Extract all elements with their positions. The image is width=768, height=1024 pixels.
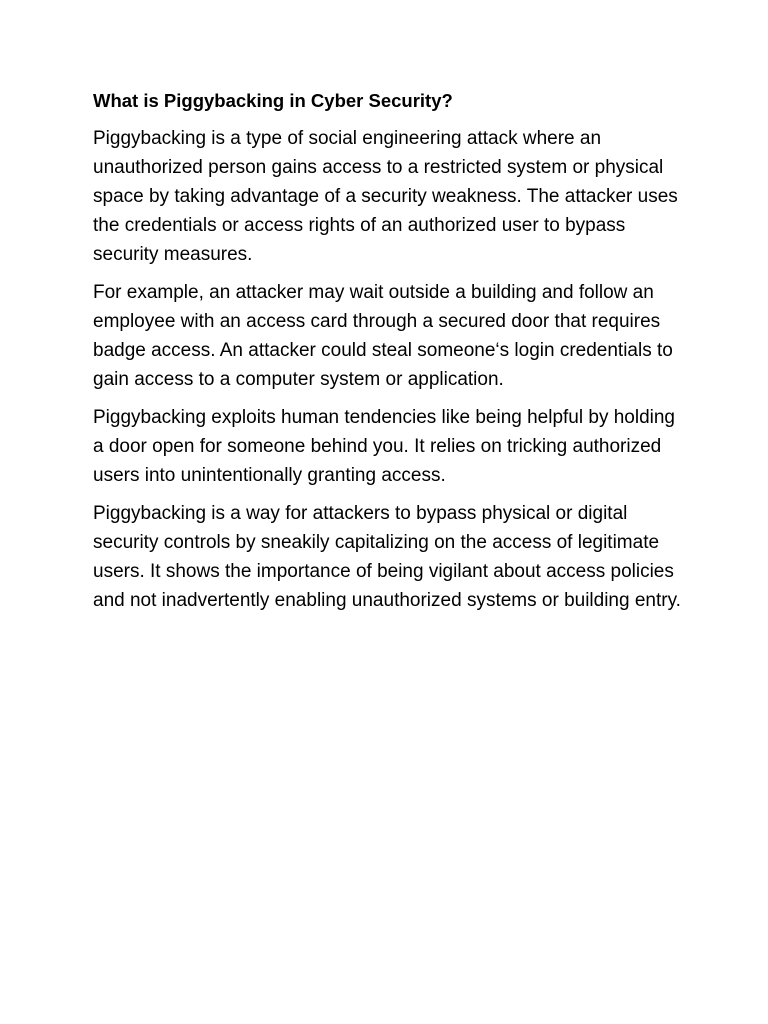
document-title: What is Piggybacking in Cyber Security? — [93, 90, 453, 111]
document-page — [93, 86, 683, 624]
paragraph-exploits: Piggybacking exploits human tendencies like being helpful by holding a door open for someone behind you. It relies on tricking authorized users into unintentionally granting access. — [93, 407, 675, 486]
paragraph-definition: Piggybacking is a type of social engineering attack where an unauthorized person gains access to a restricted system or physical space by taking advantage of a security weakness. The attacker uses the credentials or access rights of an authorized user to bypass security measures. — [93, 128, 678, 265]
paragraph-example: For example, an attacker may wait outside a building and follow an employee with an access card through a secured door that requires badge access. An attacker could steal someone‘s login credentials to gain access to a computer system or application. — [93, 282, 673, 390]
paragraph-summary: Piggybacking is a way for attackers to bypass physical or digital security controls by sneakily capitalizing on the access of legitimate users. It shows the importance of being vigilant about access policies and not inadvertently enabling unauthorized systems or building entry. — [93, 503, 681, 611]
